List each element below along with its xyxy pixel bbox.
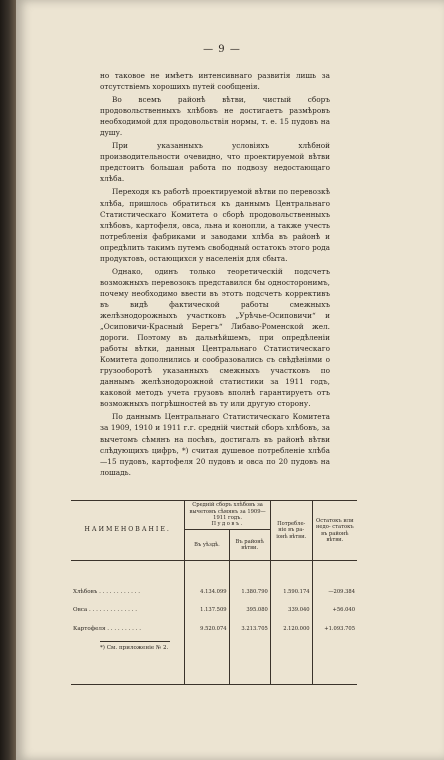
table-bottom-rule xyxy=(71,662,357,685)
harvest-table xyxy=(71,500,357,685)
surplus-value: +56.040 xyxy=(312,601,357,619)
paragraph: При указанныхъ условіяхъ хлѣбной производительности очевидно, что проектируемой вѣтви предстоитъ большая работа по подвозу недостающаго хлѣба. xyxy=(100,141,330,184)
body-text xyxy=(100,70,330,480)
surplus-value: —209.384 xyxy=(312,561,357,602)
row-name: Хлѣбовъ . . . . . . . . . . . . xyxy=(73,589,141,595)
rayon-column-header: Въ районѣ вѣтви. xyxy=(229,530,270,561)
footnote-rule xyxy=(100,641,170,642)
consumption-value: 2.120.000 xyxy=(270,620,312,662)
rayon-value: 1.380.790 xyxy=(229,561,270,602)
paragraph: но таковое не имѣетъ интенсивнаго развитія лишь за отсутствіемъ хорошихъ путей сообщенія. xyxy=(100,71,330,92)
name-column-header: НАИМЕНОВАНІЕ. xyxy=(71,501,185,561)
row-name: Овса . . . . . . . . . . . . . . xyxy=(73,607,137,614)
uezd-value: 9.520.074 xyxy=(185,620,229,662)
paragraph: Однако, одинъ только теоретическій подсчетъ возможныхъ перевозокъ представился бы односторонимъ, почему необходимо ввести въ этотъ подсчетъ коррективъ въ видѣ фактической работы смежныхъ желѣзнодорожныхъ участковъ „Урѣчье-Осиповичи“ и „Осиповичи-Красный Берегъ“ Либаво-Роменской жел. дороги. Поэтому въ дальнѣйшемъ, при опредѣленіи работы вѣтки, данныя Центральнаго Статистическаго Комитета дополнились и сообразовались съ свѣдѣніями о грузооборотѣ указанныхъ смежныхъ участковъ по даннымъ желѣзнодорожной статистики за 1911 годъ, каковой методъ учета грузовъ вполнѣ гарантируетъ отъ возможныхъ погрѣшностей въ ту или другую сторону. xyxy=(100,266,330,409)
paragraph: По даннымъ Центральнаго Статистическаго Комитета за 1909, 1910 и 1911 г.г. средній чистый сборъ хлѣбовъ, за вычетомъ сѣмянъ на посѣвъ, достигалъ въ районѣ вѣтви слѣдующихъ цифръ, *) считая душевое потребленіе хлѣба—15 пудовъ, картофеля 20 пудовъ и овса по 20 пудовъ на лошадь. xyxy=(100,412,330,477)
surplus-column-header: Остатокъ или недо- статокъ въ районѣ вѣтви. xyxy=(312,501,357,561)
book-page xyxy=(16,0,444,760)
uezd-value: 1.137.509 xyxy=(185,601,229,619)
paragraph: Во всемъ районѣ вѣтви, чистый сборъ продовольственныхъ хлѣбовъ не достигаетъ размѣровъ необходимой для продовольствія нормы, т. е. 15 пудовъ на душу. xyxy=(100,95,330,138)
uezd-column-header: Въ уѣздѣ. xyxy=(185,530,229,561)
row-name: Картофеля . . . . . . . . . . xyxy=(73,625,142,632)
surplus-value: +1.093.705 xyxy=(312,620,357,662)
table-row xyxy=(71,601,357,619)
rayon-value: 3.213.705 xyxy=(229,620,270,662)
book-spine xyxy=(0,0,16,760)
table-row xyxy=(71,561,357,602)
page-number: — 9 — xyxy=(203,44,241,55)
uezd-value: 4.134.099 xyxy=(185,561,229,602)
harvest-group-title: Средній сборъ хлѣбовъ за вычетомъ сѣмянъ за 1909—1911 годъ. xyxy=(189,502,266,521)
paragraph: Переходя къ работѣ проектируемой вѣтви по перевозкѣ хлѣба, пришлось обратиться къ даннымъ Центральнаго Статистическаго Комитета о сборѣ продовольственныхъ хлѣбовъ, картофеля, овса, льна и конопли, а также учесть потребленія фабриками и заводами хлѣба въ районѣ и опредѣлить такимъ путемъ свободный остатокъ этого рода продуктовъ, остающихся у населенія для сбыта. xyxy=(100,187,330,263)
consumption-column-header: Потребле- ніе въ ра- іонѣ вѣтви. xyxy=(270,501,312,561)
footnote: *) См. приложеніе № 2. xyxy=(100,645,169,651)
rayon-value: 395.080 xyxy=(229,601,270,619)
harvest-group-header xyxy=(185,501,270,530)
unit-label: Пудовъ. xyxy=(211,521,244,528)
consumption-value: 1.590.174 xyxy=(270,561,312,602)
consumption-value: 339.040 xyxy=(270,601,312,619)
